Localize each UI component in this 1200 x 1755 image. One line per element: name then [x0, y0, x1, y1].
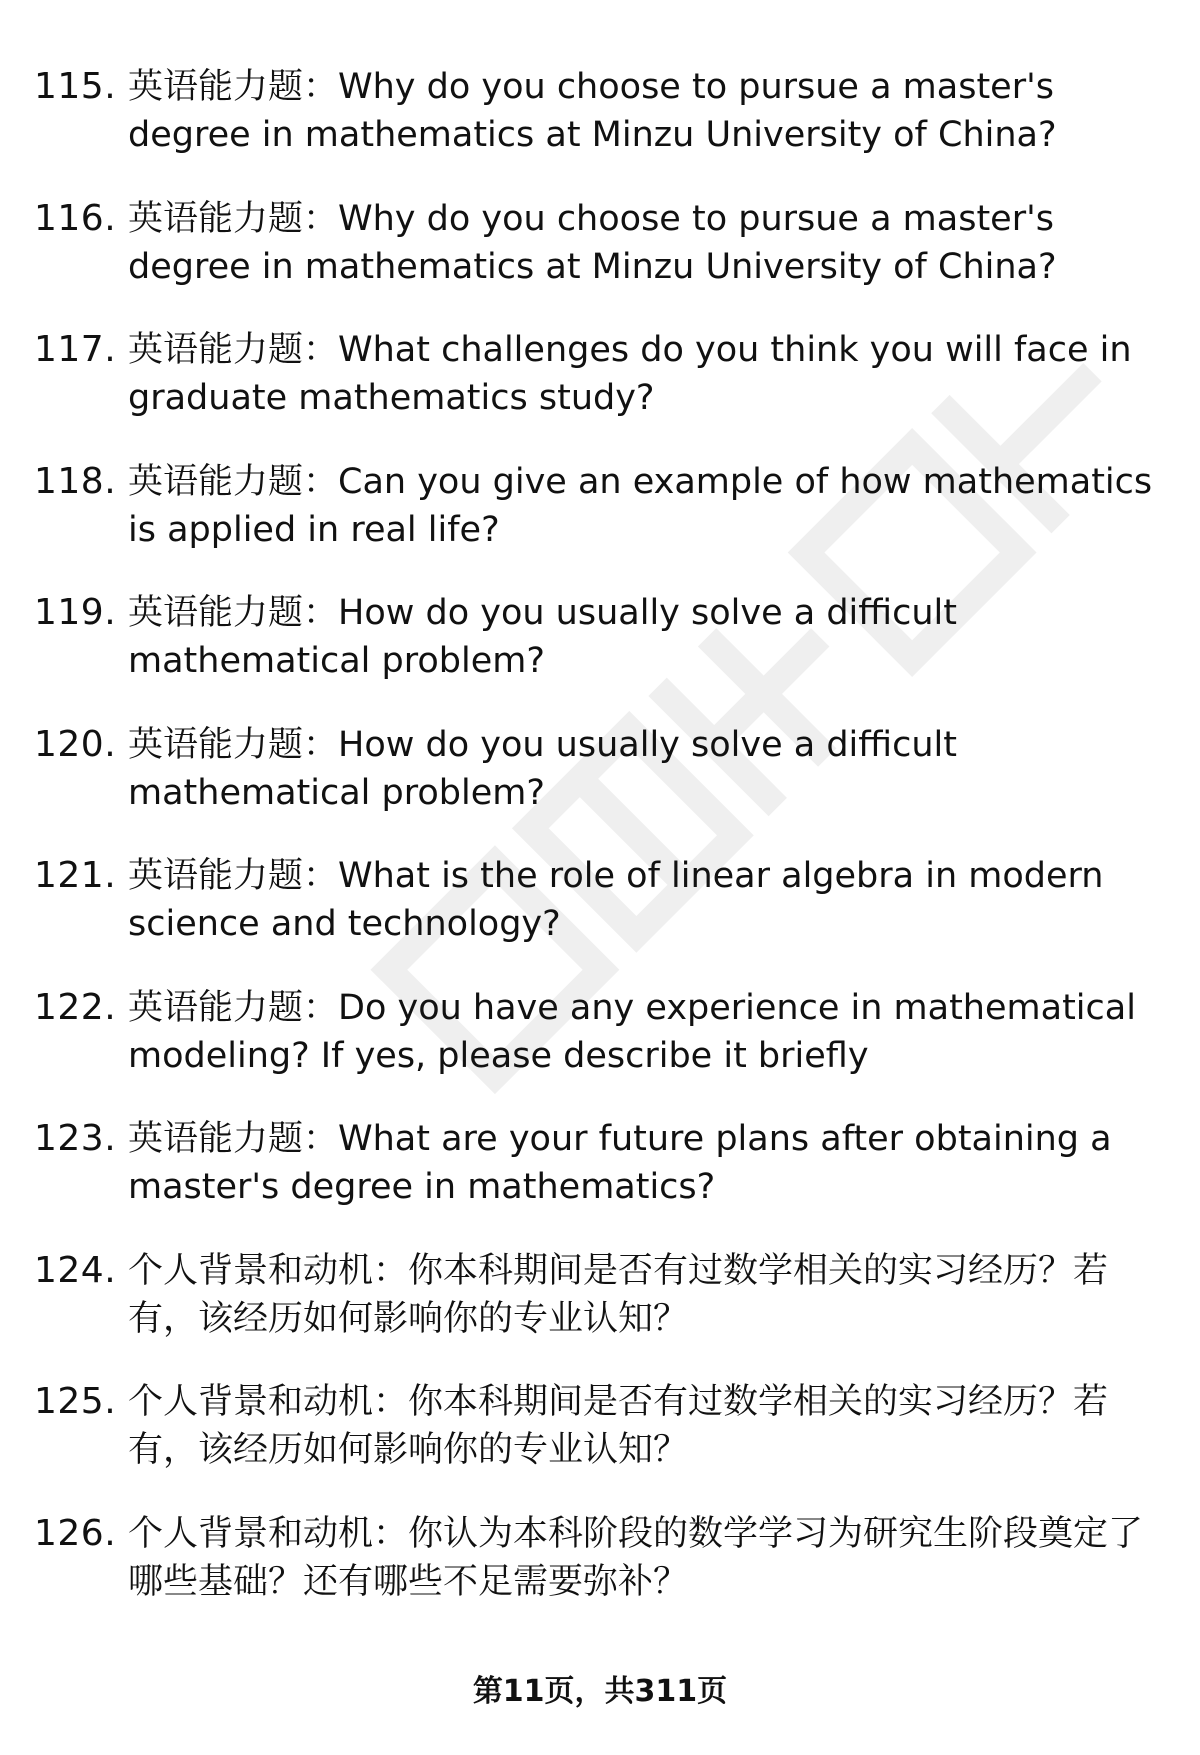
question-text: 英语能力题：What challenges do you think you will face in graduate mathematics study?	[128, 330, 1132, 418]
question-text: 个人背景和动机：你认为本科阶段的数学学习为研究生阶段奠定了哪些基础？还有哪些不足需要弥补？	[128, 1513, 1144, 1602]
question-number: 115.	[34, 66, 117, 107]
list-item	[0, 318, 1200, 450]
list-item	[0, 1239, 1200, 1371]
question-text: 英语能力题：Do you have any experience in mathematical modeling? If yes, please describe it briefly	[128, 987, 1136, 1076]
question-text: 英语能力题：Why do you choose to pursue a master's degree in mathematics at Minzu University of China?	[128, 198, 1057, 287]
question-number: 125.	[34, 1381, 117, 1422]
list-item	[0, 187, 1200, 319]
question-number: 117.	[34, 329, 117, 370]
question-number: 120.	[34, 723, 117, 765]
list-item	[0, 1502, 1200, 1634]
question-text: 英语能力题：What is the role of linear algebra in modern science and technology?	[128, 856, 1104, 944]
question-text: 英语能力题：Why do you choose to pursue a master's degree in mathematics at Minzu University of China?	[128, 67, 1057, 155]
question-text: 英语能力题：How do you usually solve a difficult mathematical problem?	[128, 724, 957, 813]
list-item	[0, 1107, 1200, 1239]
question-text: 英语能力题：What are your future plans after obtaining a master's degree in mathematics?	[128, 1119, 1112, 1207]
list-item	[0, 1370, 1200, 1502]
list-item	[0, 713, 1200, 845]
question-text: 英语能力题：Can you give an example of how mathematics is applied in real life?	[128, 461, 1153, 550]
page-footer: 第11页，共311页	[472, 1674, 728, 1709]
list-item	[0, 844, 1200, 976]
question-list	[0, 55, 1200, 1633]
question-number: 121.	[34, 855, 117, 896]
question-text: 个人背景和动机：你本科期间是否有过数学相关的实习经历？若有，该经历如何影响你的专业认知？	[128, 1382, 1109, 1470]
question-number: 116.	[34, 197, 117, 239]
question-number: 122.	[34, 986, 117, 1028]
question-text: 英语能力题：How do you usually solve a difficult mathematical problem?	[128, 593, 957, 681]
question-number: 124.	[34, 1249, 117, 1291]
question-number: 119.	[34, 592, 117, 633]
list-item	[0, 581, 1200, 713]
list-item	[0, 55, 1200, 187]
list-item	[0, 976, 1200, 1108]
list-item	[0, 450, 1200, 582]
question-number: 118.	[34, 460, 117, 502]
question-text: 个人背景和动机：你本科期间是否有过数学相关的实习经历？若有，该经历如何影响你的专业认知？	[128, 1250, 1109, 1339]
question-number: 126.	[34, 1512, 117, 1554]
question-number: 123.	[34, 1118, 117, 1159]
